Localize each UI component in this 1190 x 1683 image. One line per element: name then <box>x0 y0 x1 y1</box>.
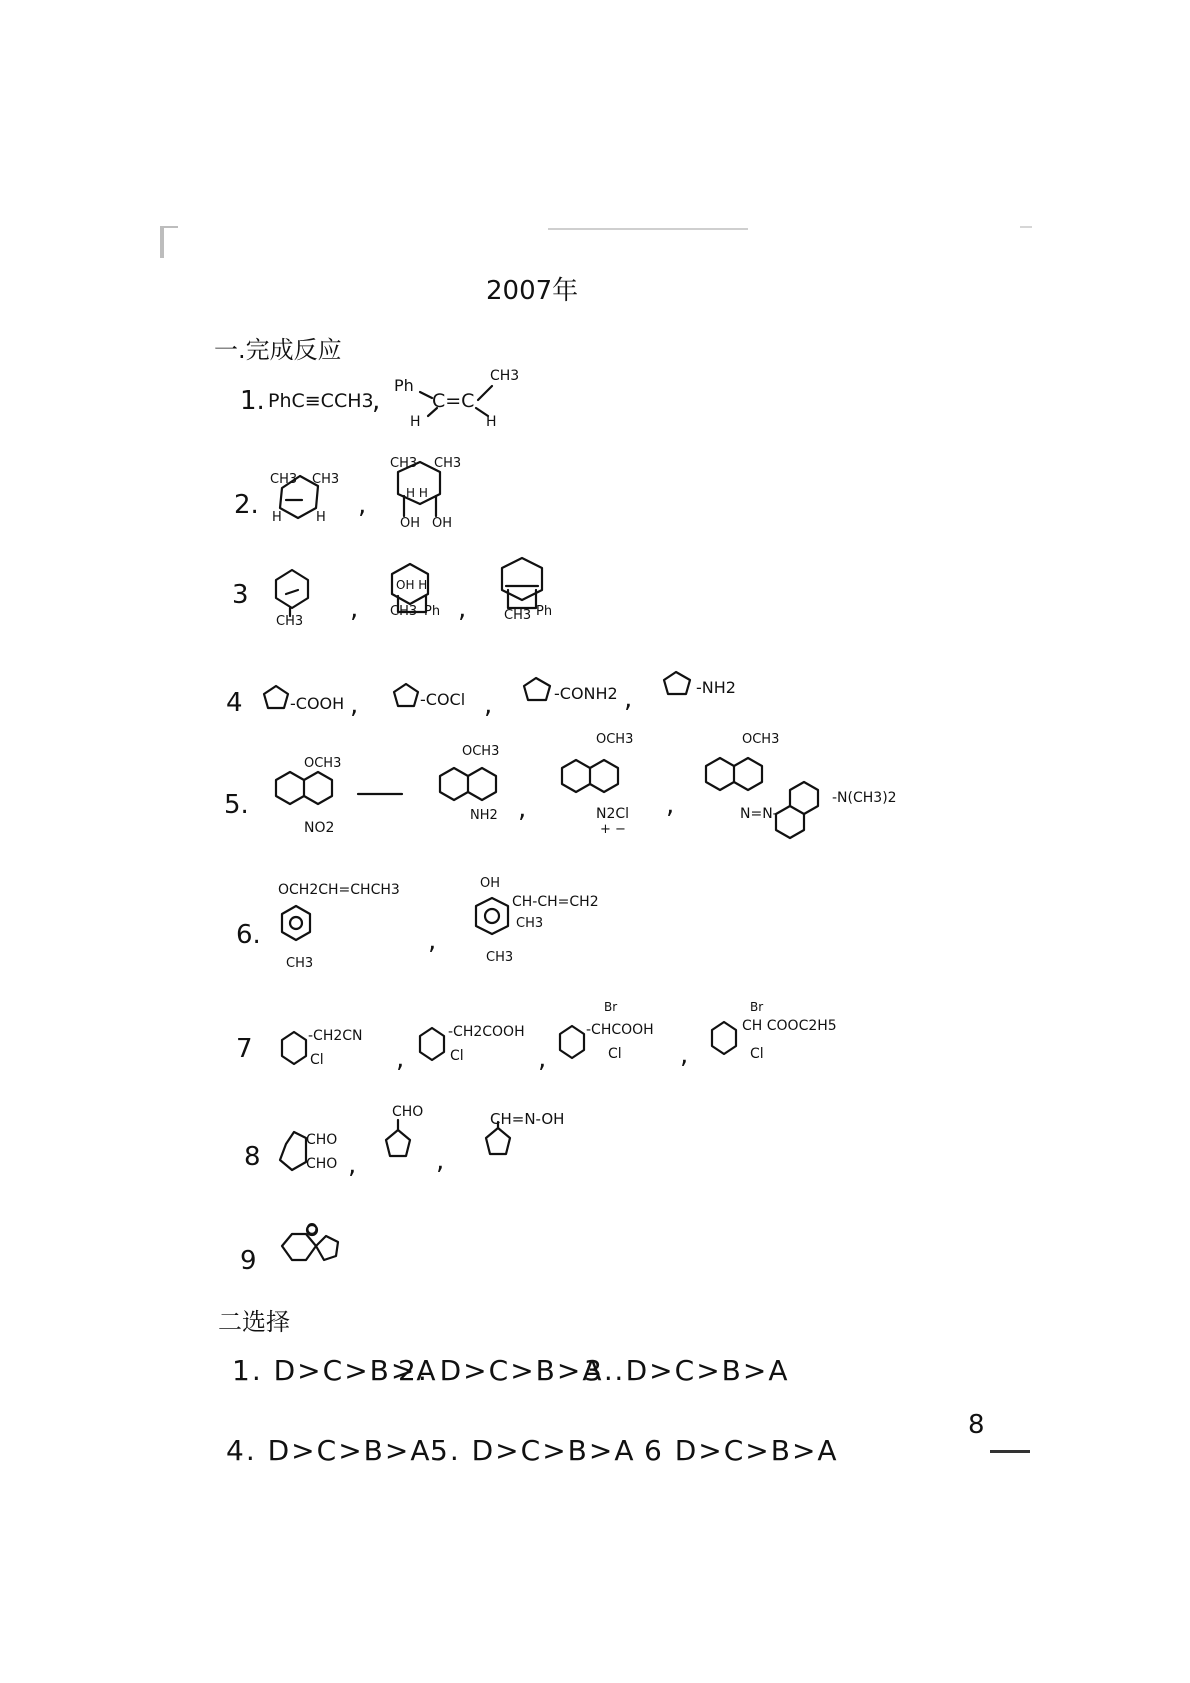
choice-1: 1. D>C>B>A <box>232 1354 438 1387</box>
q7-a: -CH2CN <box>308 1028 363 1044</box>
q8-oxime: CH=N-OH <box>490 1110 565 1128</box>
separator-comma: , <box>350 690 359 720</box>
q3-ring-product <box>392 564 428 612</box>
q6-ch3: CH3 <box>286 956 314 971</box>
q7-d: CH COOC2H5 <box>742 1018 837 1034</box>
q7-a-cl: Cl <box>310 1052 324 1068</box>
separator-comma: , <box>358 490 367 520</box>
q8-cho1: CHO <box>306 1132 338 1148</box>
q5-product1-nh2: NH2 <box>470 808 498 823</box>
q5-product3-och3: OCH3 <box>742 732 780 747</box>
q6-allyl-ether: OCH2CH=CHCH3 <box>278 882 400 898</box>
q5-product2-och3: OCH3 <box>596 732 634 747</box>
q2-h1: H <box>272 510 282 525</box>
q5-product1-och3: OCH3 <box>462 744 500 759</box>
q5-no2: NO2 <box>304 820 335 836</box>
q3-product-ohh: OH H <box>396 578 428 592</box>
separator-comma: , <box>666 790 675 820</box>
q3-product2-ch3: CH3 <box>504 608 532 623</box>
q2-product-oh2: OH <box>432 516 453 531</box>
q7-benzenes <box>282 1022 736 1064</box>
choice-6: 6 D>C>B>A <box>644 1434 839 1467</box>
choice-5: 5. D>C>B>A <box>430 1434 636 1467</box>
q2-product-hh: H H <box>406 486 428 500</box>
q6-product-ch3c: CH3 <box>486 950 514 965</box>
q2-ch3-b: CH3 <box>312 472 340 487</box>
q6-product-oh: OH <box>480 876 501 891</box>
q2-product-ch3-a: CH3 <box>390 456 418 471</box>
q8-number: 8 <box>244 1142 261 1172</box>
separator-comma: , <box>396 1044 405 1074</box>
q2-ring-product <box>398 462 440 516</box>
separator-comma: , <box>428 926 437 956</box>
q9-number: 9 <box>240 1246 257 1276</box>
q5-product3-azo: N=N- <box>740 806 778 822</box>
section-heading-choices: 二选择 <box>218 1308 290 1336</box>
q9-spiro <box>282 1225 338 1260</box>
q5-number: 5. <box>224 790 249 820</box>
separator-comma: , <box>624 684 633 714</box>
q5-och3: OCH3 <box>304 756 342 771</box>
q7-c-br: Br <box>604 1000 618 1014</box>
separator-comma: , <box>372 386 381 416</box>
q1-product-h2: H <box>486 414 497 430</box>
separator-comma: , <box>538 1044 547 1074</box>
q3-ring-product2 <box>502 558 542 608</box>
q3-ring-reactant <box>276 570 308 616</box>
q6-product-side: CH-CH=CH2 <box>512 894 599 910</box>
separator-comma: , <box>484 690 493 720</box>
page-number: 8 <box>968 1410 985 1440</box>
choice-3: 3. D>C>B>A <box>584 1354 790 1387</box>
q7-c: -CHCOOH <box>586 1022 654 1038</box>
separator-comma: , <box>348 1150 357 1180</box>
q7-b: -CH2COOH <box>448 1024 525 1040</box>
q4-number: 4 <box>226 688 243 718</box>
q1-number: 1. <box>240 386 265 416</box>
q6-product-ch3b: CH3 <box>516 916 544 931</box>
q1-product-ch3: CH3 <box>490 368 520 384</box>
q7-d-cl: Cl <box>750 1046 764 1062</box>
q5-naphthalenes <box>276 758 818 838</box>
q1-alkene-bonds <box>420 386 492 416</box>
q9-o: O <box>306 1220 318 1238</box>
q4-item-1: -COOH <box>290 694 345 713</box>
separator-comma: , <box>436 1146 445 1176</box>
q2-product-ch3-b: CH3 <box>434 456 462 471</box>
q1-product-cc: C=C <box>432 390 475 412</box>
q3-product-ph: Ph <box>424 604 441 619</box>
section-heading-complete-reactions: 一.完成反应 <box>214 336 342 364</box>
q2-number: 2. <box>234 490 259 520</box>
q7-number: 7 <box>236 1034 253 1064</box>
q4-item-2: -COCl <box>420 690 466 709</box>
separator-comma: , <box>350 594 359 624</box>
q2-ring-reactant <box>280 476 318 518</box>
q2-ch3-a: CH3 <box>270 472 298 487</box>
q4-item-3: -CONH2 <box>554 684 618 703</box>
q4-rings <box>264 672 690 708</box>
q8-cho3: CHO <box>392 1104 424 1120</box>
q1-product-ph: Ph <box>394 376 414 395</box>
q1-reactant: PhC≡CCH3 <box>268 390 374 412</box>
q6-benzenes <box>282 898 508 940</box>
choice-2: 2. D>C>B>A . <box>398 1354 626 1387</box>
q3-product2-ph: Ph <box>536 604 553 619</box>
q1-product-h1: H <box>410 414 421 430</box>
q3-ch3: CH3 <box>276 614 304 629</box>
page-title: 2007年 <box>486 276 579 306</box>
q5-product2-charges: + − <box>600 822 626 837</box>
separator-comma: , <box>680 1040 689 1070</box>
q5-product3-nme2: -N(CH3)2 <box>832 790 897 806</box>
q8-rings <box>280 1120 510 1170</box>
q3-number: 3 <box>232 580 249 610</box>
q7-c-cl: Cl <box>608 1046 622 1062</box>
q6-number: 6. <box>236 920 261 950</box>
q4-item-4: -NH2 <box>696 678 736 697</box>
q8-cho2: CHO <box>306 1156 338 1172</box>
q2-h2: H <box>316 510 326 525</box>
separator-comma: , <box>458 594 467 624</box>
separator-comma: , <box>518 794 527 824</box>
q2-product-oh1: OH <box>400 516 421 531</box>
q7-d-br: Br <box>750 1000 764 1014</box>
choice-4: 4. D>C>B>A <box>226 1434 432 1467</box>
q3-product-ch3: CH3 <box>390 604 418 619</box>
q5-product2-n2cl: N2Cl <box>596 806 630 822</box>
q7-b-cl: Cl <box>450 1048 464 1064</box>
